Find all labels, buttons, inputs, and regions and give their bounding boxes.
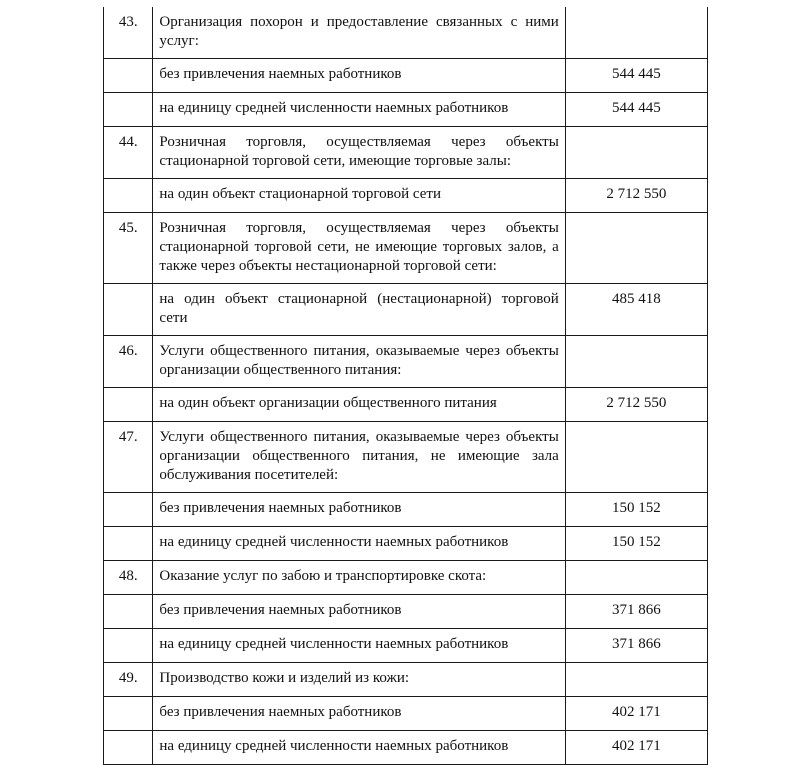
row-number: 45. (104, 213, 153, 284)
amount (565, 7, 707, 59)
table-row (104, 59, 708, 93)
row-number (104, 629, 153, 663)
table-row (104, 284, 708, 336)
activity-name: без привлечения наемных работников (153, 59, 565, 93)
table-row (104, 388, 708, 422)
table-row (104, 93, 708, 127)
activity-name: на единицу средней численности наемных работников (153, 93, 565, 127)
table-row (104, 731, 708, 765)
row-number: 44. (104, 127, 153, 179)
amount: 371 866 (565, 629, 707, 663)
activity-name: без привлечения наемных работников (153, 493, 565, 527)
amount: 402 171 (565, 731, 707, 765)
activity-name: на один объект стационарной торговой сети (153, 179, 565, 213)
table-row (104, 697, 708, 731)
activity-name: на единицу средней численности наемных работников (153, 527, 565, 561)
row-number (104, 731, 153, 765)
table-row (104, 213, 708, 284)
row-number (104, 93, 153, 127)
amount (565, 213, 707, 284)
activity-name: Розничная торговля, осуществляемая через объекты стационарной торговой сети, не имеющие торговых залов, а также через объекты нестационарной торговой сети: (153, 213, 565, 284)
amount (565, 127, 707, 179)
table-row (104, 422, 708, 493)
table-row (104, 561, 708, 595)
row-number (104, 388, 153, 422)
row-number: 48. (104, 561, 153, 595)
table-row (104, 7, 708, 59)
activity-name: на единицу средней численности наемных работников (153, 629, 565, 663)
table-row (104, 493, 708, 527)
amount: 2 712 550 (565, 179, 707, 213)
table-row (104, 629, 708, 663)
table-row (104, 527, 708, 561)
amount (565, 336, 707, 388)
activity-name: без привлечения наемных работников (153, 595, 565, 629)
activity-name: Производство кожи и изделий из кожи: (153, 663, 565, 697)
tax-rates-table (103, 7, 708, 765)
row-number (104, 697, 153, 731)
amount: 485 418 (565, 284, 707, 336)
amount: 2 712 550 (565, 388, 707, 422)
activity-name: Услуги общественного питания, оказываемые через объекты организации общественного питания, не имеющие зала обслуживания посетителей: (153, 422, 565, 493)
activity-name: без привлечения наемных работников (153, 697, 565, 731)
table-row (104, 179, 708, 213)
row-number: 43. (104, 7, 153, 59)
amount (565, 663, 707, 697)
activity-name: Организация похорон и предоставление связанных с ними услуг: (153, 7, 565, 59)
activity-name: Розничная торговля, осуществляемая через объекты стационарной торговой сети, имеющие торговые залы: (153, 127, 565, 179)
amount (565, 422, 707, 493)
row-number: 49. (104, 663, 153, 697)
table-row (104, 663, 708, 697)
activity-name: на единицу средней численности наемных работников (153, 731, 565, 765)
row-number (104, 493, 153, 527)
amount (565, 561, 707, 595)
row-number (104, 179, 153, 213)
activity-name: на один объект стационарной (нестационарной) торговой сети (153, 284, 565, 336)
activity-name: на один объект организации общественного питания (153, 388, 565, 422)
row-number (104, 59, 153, 93)
amount: 402 171 (565, 697, 707, 731)
amount: 544 445 (565, 59, 707, 93)
amount: 150 152 (565, 527, 707, 561)
table-row (104, 336, 708, 388)
row-number (104, 527, 153, 561)
table-row (104, 595, 708, 629)
amount: 544 445 (565, 93, 707, 127)
row-number (104, 595, 153, 629)
activity-name: Оказание услуг по забою и транспортировке скота: (153, 561, 565, 595)
row-number: 47. (104, 422, 153, 493)
activity-name: Услуги общественного питания, оказываемые через объекты организации общественного питания: (153, 336, 565, 388)
row-number (104, 284, 153, 336)
amount: 371 866 (565, 595, 707, 629)
row-number: 46. (104, 336, 153, 388)
table-row (104, 127, 708, 179)
amount: 150 152 (565, 493, 707, 527)
